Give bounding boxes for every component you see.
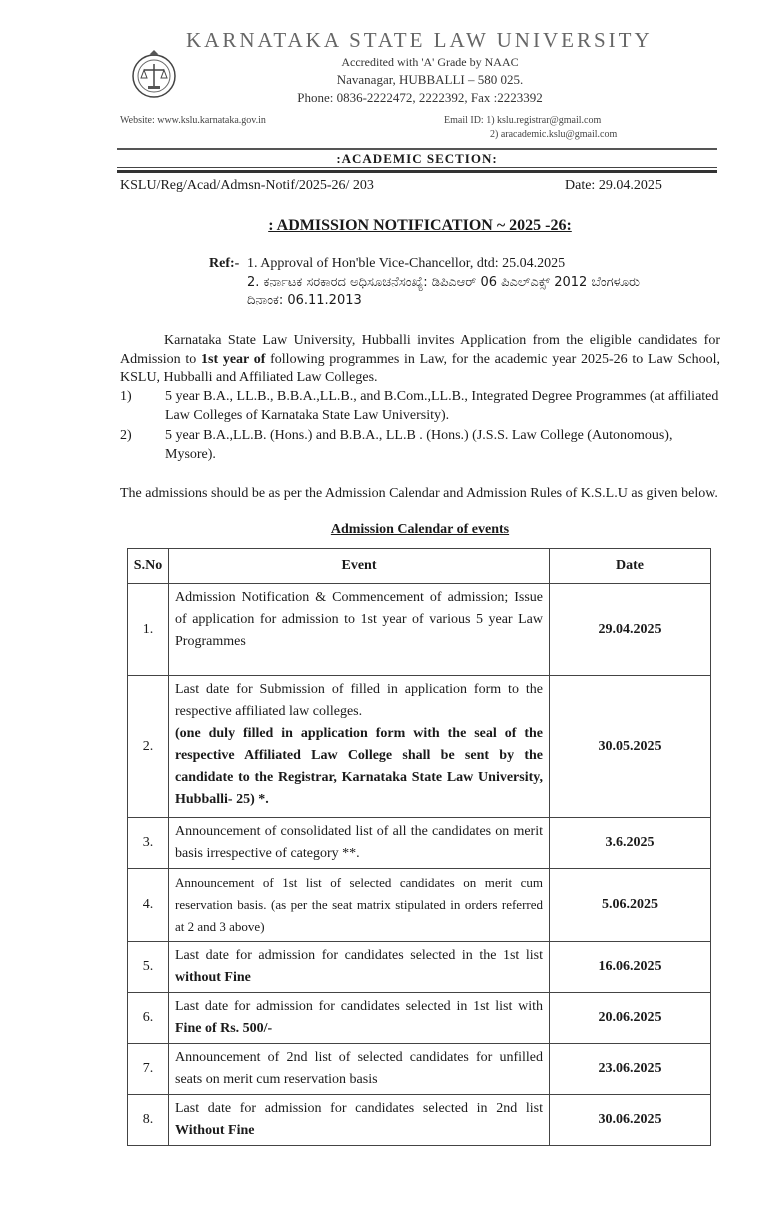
row-event-bold: Fine of Rs. 500/- xyxy=(175,1021,273,1036)
ref-label: Ref:- xyxy=(209,256,240,271)
table-row xyxy=(128,1044,711,1095)
divider xyxy=(117,170,717,173)
section-heading: :ACADEMIC SECTION: xyxy=(336,151,498,166)
row-event-bold: Without Fine xyxy=(175,1123,255,1138)
row-date: 30.06.2025 xyxy=(550,1095,711,1146)
row-event-bold: (one duly filled in application form with the seal of the respective Affiliated Law College shall be sent by the candidate to the Registrar, Karnataka State Law University, Hubballi- 25) *. xyxy=(175,726,543,807)
list-item xyxy=(120,388,720,425)
row-date: 3.6.2025 xyxy=(550,818,711,869)
header-event: Event xyxy=(169,549,550,584)
row-event: Announcement of 1st list of selected candidates on merit cum reservation basis. (as per the seat matrix stipulated in orders referred at 2 and 3 above) xyxy=(169,869,550,942)
row-sno: 6. xyxy=(128,993,169,1044)
table-row xyxy=(128,993,711,1044)
row-event: Last date for admission for candidates selected in 2nd list xyxy=(175,1101,543,1116)
email-1: Email ID: 1) kslu.registrar@gmail.com xyxy=(444,115,602,126)
row-sno: 7. xyxy=(128,1044,169,1095)
notification-title xyxy=(120,217,720,235)
email-2: 2) aracademic.kslu@gmail.com xyxy=(490,129,618,140)
row-date: 5.06.2025 xyxy=(550,869,711,942)
divider xyxy=(117,167,717,168)
accreditation: Accredited with 'A' Grade by NAAC xyxy=(341,55,519,69)
row-event: Last date for Submission of filled in application form to the respective affiliated law colleges. xyxy=(175,682,543,719)
table-row xyxy=(128,584,711,676)
header-sno: S.No xyxy=(128,549,169,584)
row-sno: 3. xyxy=(128,818,169,869)
row-event-cell xyxy=(169,676,550,818)
table-row xyxy=(128,869,711,942)
row-sno: 2. xyxy=(128,676,169,818)
phone-fax: Phone: 0836-2222472, 2222392, Fax :2223392 xyxy=(297,90,543,105)
row-date: 20.06.2025 xyxy=(550,993,711,1044)
row-sno: 4. xyxy=(128,869,169,942)
intro-bold: 1st year of xyxy=(201,351,266,367)
row-event: Announcement of consolidated list of all the candidates on merit basis irrespective of category **. xyxy=(169,818,550,869)
row-event-cell xyxy=(169,1095,550,1146)
calendar-title: Admission Calendar of events xyxy=(330,522,510,537)
row-date: 23.06.2025 xyxy=(550,1044,711,1095)
reference-2: 2. ಕರ್ನಾಟಕ ಸರಕಾರದ ಅಧಿಸೂಚನೆಸಂಖ್ಯೆ: ಡಿಪಿಎಆರ್ 06 ಪಿಎಲ್ಎಕ್ಸ್ 2012 ಬೆಂಗಳೂರು xyxy=(247,275,640,290)
table-row xyxy=(128,818,711,869)
row-sno: 1. xyxy=(128,584,169,676)
row-date: 29.04.2025 xyxy=(550,584,711,676)
row-date: 16.06.2025 xyxy=(550,942,711,993)
title-text: : ADMISSION NOTIFICATION ~ 2025 -26: xyxy=(268,217,572,234)
row-event: Last date for admission for candidates selected in the 1st list xyxy=(175,948,543,963)
university-emblem-icon xyxy=(131,48,177,100)
list-number: 1) xyxy=(120,389,132,404)
admission-note: The admissions should be as per the Admission Calendar and Admission Rules of K.S.L.U as given below. xyxy=(120,486,718,501)
notification-date: Date: 29.04.2025 xyxy=(565,178,662,193)
table-row xyxy=(128,676,711,818)
table-header-row xyxy=(128,549,711,584)
reference-1: 1. Approval of Hon'ble Vice-Chancellor, dtd: 25.04.2025 xyxy=(247,256,566,271)
header-date: Date xyxy=(550,549,711,584)
row-event-bold: without Fine xyxy=(175,970,251,985)
address: Navanagar, HUBBALLI – 580 025. xyxy=(336,72,524,87)
divider xyxy=(117,148,717,150)
list-text: 5 year B.A., LL.B., B.B.A.,LL.B., and B.Com.,LL.B., Integrated Degree Programmes (at affiliated Law Colleges of Karnataka State Law University). xyxy=(165,389,719,423)
website: Website: www.kslu.karnataka.gov.in xyxy=(120,115,266,126)
row-event: Admission Notification & Commencement of admission; Issue of application for admission to 1st year of various 5 year Law Programmes xyxy=(169,584,550,676)
university-name: KARNATAKA STATE LAW UNIVERSITY xyxy=(186,28,653,52)
row-event-cell xyxy=(169,993,550,1044)
intro-paragraph xyxy=(120,332,720,388)
row-event: Announcement of 2nd list of selected candidates for unfilled seats on merit cum reservation basis xyxy=(169,1044,550,1095)
reference-2-date: ದಿನಾಂಕ: 06.11.2013 xyxy=(247,293,362,308)
row-sno: 8. xyxy=(128,1095,169,1146)
programme-list xyxy=(120,388,720,466)
intro-text-2: following programmes in Law, for the academic year 2025-26 to Law School, KSLU, Hubballi and Affiliated Law Colleges. xyxy=(120,351,720,385)
intro-text-1: Karnataka State Law University, Hubballi invites Application from the eligible candidates for Admission to xyxy=(120,333,720,367)
row-sno: 5. xyxy=(128,942,169,993)
list-number: 2) xyxy=(120,428,132,443)
row-event: Last date for admission for candidates selected in 1st list with xyxy=(175,999,543,1014)
table-row xyxy=(128,942,711,993)
reference-number: KSLU/Reg/Acad/Admsn-Notif/2025-26/ 203 xyxy=(120,178,374,193)
table-row xyxy=(128,1095,711,1146)
row-date: 30.05.2025 xyxy=(550,676,711,818)
list-text: 5 year B.A.,LL.B. (Hons.) and B.B.A., LL.B . (Hons.) (J.S.S. Law College (Autonomous), Mysore). xyxy=(165,428,673,462)
row-event-cell xyxy=(169,942,550,993)
calendar-table xyxy=(127,548,711,1146)
list-item xyxy=(120,427,720,464)
